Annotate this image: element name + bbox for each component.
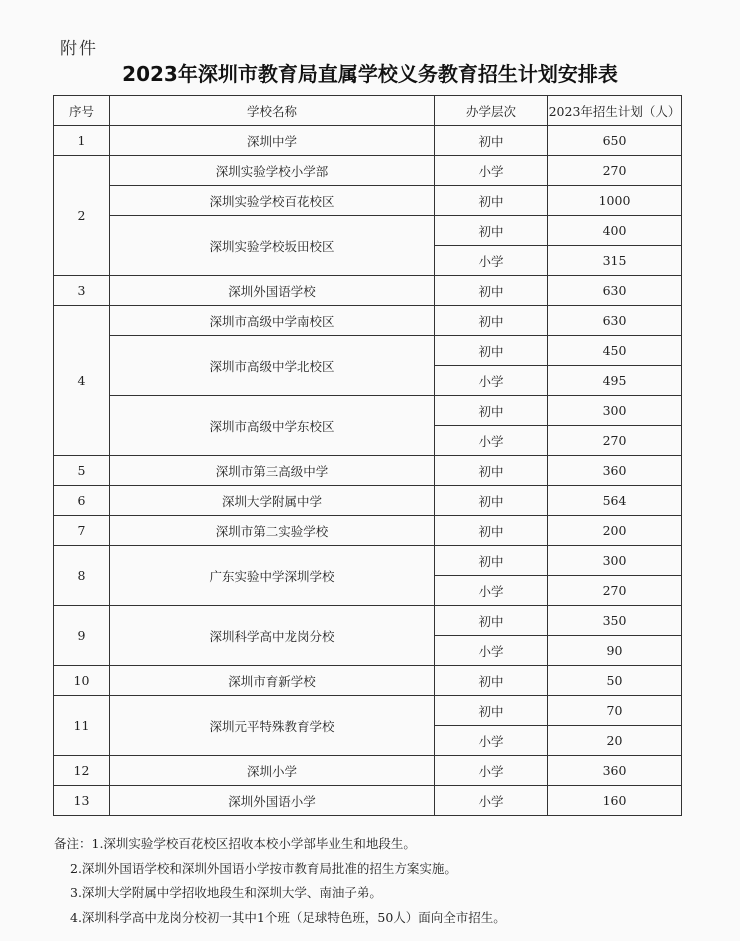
enroll-plan: 300: [548, 546, 682, 576]
enroll-plan: 360: [548, 456, 682, 486]
school-level: 初中: [435, 666, 548, 696]
table-row: [54, 486, 682, 516]
school-name: 深圳市高级中学东校区: [110, 396, 435, 456]
row-no: 12: [54, 756, 110, 786]
school-level: 小学: [435, 636, 548, 666]
enroll-plan: 300: [548, 396, 682, 426]
enroll-plan: 650: [548, 126, 682, 156]
enroll-plan: 50: [548, 666, 682, 696]
school-level: 初中: [435, 306, 548, 336]
school-level: 初中: [435, 216, 548, 246]
table-row: [54, 786, 682, 816]
school-level: 小学: [435, 756, 548, 786]
enroll-plan: 350: [548, 606, 682, 636]
enroll-plan: 495: [548, 366, 682, 396]
school-level: 初中: [435, 186, 548, 216]
school-level: 小学: [435, 726, 548, 756]
school-level: 初中: [435, 546, 548, 576]
school-level: 小学: [435, 366, 548, 396]
row-no: 7: [54, 516, 110, 546]
row-no: 4: [54, 306, 110, 456]
enroll-plan: 315: [548, 246, 682, 276]
school-level: 小学: [435, 156, 548, 186]
row-no: 6: [54, 486, 110, 516]
header-no: 序号: [54, 96, 110, 126]
enroll-plan: 270: [548, 576, 682, 606]
table-row: [54, 156, 682, 186]
table-row: [54, 396, 682, 426]
row-no: 1: [54, 126, 110, 156]
enroll-plan: 70: [548, 696, 682, 726]
school-name: 深圳实验学校小学部: [110, 156, 435, 186]
header-level: 办学层次: [435, 96, 548, 126]
school-name: 深圳小学: [110, 756, 435, 786]
school-level: 初中: [435, 276, 548, 306]
school-name: 深圳实验学校坂田校区: [110, 216, 435, 276]
enroll-plan: 270: [548, 426, 682, 456]
school-name: 深圳中学: [110, 126, 435, 156]
table-row: [54, 696, 682, 726]
table-row: [54, 456, 682, 486]
table-row: [54, 546, 682, 576]
enroll-plan: 160: [548, 786, 682, 816]
row-no: 9: [54, 606, 110, 666]
table-row: [54, 126, 682, 156]
document-title: 2023年深圳市教育局直属学校义务教育招生计划安排表: [122, 62, 618, 86]
row-no: 13: [54, 786, 110, 816]
school-name: 深圳市高级中学南校区: [110, 306, 435, 336]
enroll-plan: 630: [548, 306, 682, 336]
school-name: 深圳外国语小学: [110, 786, 435, 816]
header-plan: 2023年招生计划（人）: [548, 96, 682, 126]
table-row: [54, 666, 682, 696]
row-no: 8: [54, 546, 110, 606]
school-level: 初中: [435, 126, 548, 156]
school-level: 初中: [435, 456, 548, 486]
school-name: 深圳实验学校百花校区: [110, 186, 435, 216]
enroll-plan: 270: [548, 156, 682, 186]
header-school: 学校名称: [110, 96, 435, 126]
note-line: 备注：1.深圳实验学校百花校区招收本校小学部毕业生和地段生。: [54, 836, 416, 851]
table-row: [54, 606, 682, 636]
school-name: 深圳市育新学校: [110, 666, 435, 696]
row-no: 5: [54, 456, 110, 486]
table-row: [54, 336, 682, 366]
school-level: 初中: [435, 336, 548, 366]
school-level: 初中: [435, 516, 548, 546]
school-level: 小学: [435, 426, 548, 456]
row-no: 11: [54, 696, 110, 756]
row-no: 10: [54, 666, 110, 696]
row-no: 3: [54, 276, 110, 306]
school-name: 深圳市第三高级中学: [110, 456, 435, 486]
attachment-label: 附件: [60, 39, 98, 59]
school-level: 小学: [435, 246, 548, 276]
enroll-plan: 450: [548, 336, 682, 366]
school-name: 广东实验中学深圳学校: [110, 546, 435, 606]
table-row: [54, 186, 682, 216]
enrollment-table: [53, 95, 682, 816]
school-level: 初中: [435, 696, 548, 726]
table-row: [54, 756, 682, 786]
table-row: [54, 306, 682, 336]
table-row: [54, 276, 682, 306]
school-level: 小学: [435, 576, 548, 606]
table-header-row: [54, 96, 682, 126]
enroll-plan: 20: [548, 726, 682, 756]
school-level: 初中: [435, 396, 548, 426]
school-name: 深圳外国语学校: [110, 276, 435, 306]
school-name: 深圳科学高中龙岗分校: [110, 606, 435, 666]
school-level: 小学: [435, 786, 548, 816]
school-name: 深圳市第二实验学校: [110, 516, 435, 546]
table-row: [54, 216, 682, 246]
school-name: 深圳大学附属中学: [110, 486, 435, 516]
school-name: 深圳市高级中学北校区: [110, 336, 435, 396]
school-name: 深圳元平特殊教育学校: [110, 696, 435, 756]
school-level: 初中: [435, 606, 548, 636]
table-row: [54, 516, 682, 546]
school-level: 初中: [435, 486, 548, 516]
enroll-plan: 630: [548, 276, 682, 306]
notes: [54, 832, 506, 930]
enroll-plan: 400: [548, 216, 682, 246]
row-no: 2: [54, 156, 110, 276]
enroll-plan: 200: [548, 516, 682, 546]
note-line: 2.深圳外国语学校和深圳外国语小学按市教育局批准的招生方案实施。: [70, 860, 457, 876]
note-line: 3.深圳大学附属中学招收地段生和深圳大学、南油子弟。: [70, 885, 382, 900]
enroll-plan: 90: [548, 636, 682, 666]
note-line: 4.深圳科学高中龙岗分校初一其中1个班（足球特色班，50人）面向全市招生。: [70, 909, 506, 925]
enroll-plan: 1000: [548, 186, 682, 216]
enroll-plan: 360: [548, 756, 682, 786]
enroll-plan: 564: [548, 486, 682, 516]
